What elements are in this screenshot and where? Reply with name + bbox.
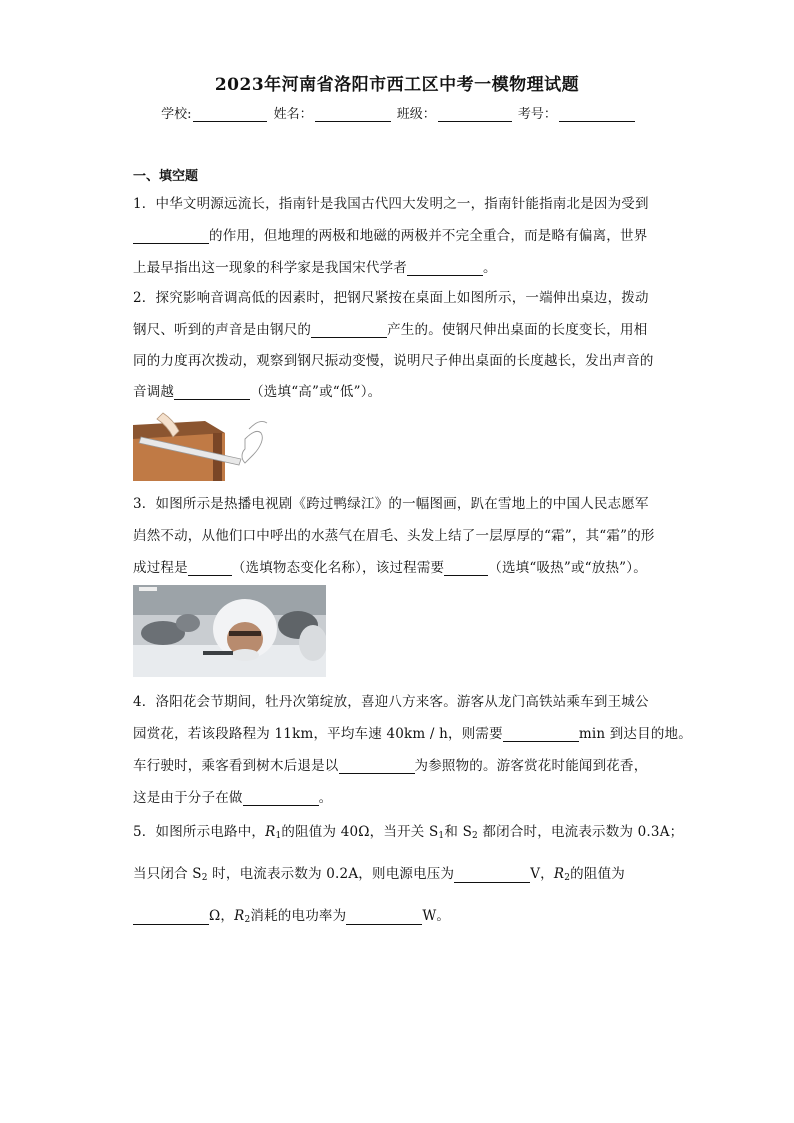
q5-text-2b: 时，电流表示数为 0.2A，则电源电压为: [207, 866, 455, 882]
ruler-on-table-figure: [133, 409, 275, 481]
q3-text-3c: （选填“吸热”或“放热”）。: [488, 560, 647, 576]
q5-s1-symbol: S: [428, 824, 439, 840]
q1-text-2: 的作用，但地理的两极和地磁的两极并不完全重合，而是略有偏离，世界: [209, 228, 648, 244]
q3-blank-2[interactable]: [444, 561, 488, 576]
q2-line-2: [133, 318, 647, 338]
q2-text-4b: （选填“高”或“低”）。: [250, 384, 382, 400]
q5-s2-symbol: S: [462, 824, 473, 840]
q3-line-1: 3．如图所示是热播电视剧《跨过鸭绿江》的一幅图画，趴在雪地上的中国人民志愿军: [133, 496, 649, 512]
q2-text-4a: 音调越: [133, 384, 175, 400]
q2-blank-2[interactable]: [174, 385, 250, 400]
q5-blank-3[interactable]: [346, 910, 422, 925]
q4-line-4: [133, 786, 332, 806]
ruler-on-table-image: [133, 409, 275, 481]
q3-line-2: 岿然不动，从他们口中呼出的水蒸气在眉毛、头发上结了一层厚厚的“霜”，其“霜”的形: [133, 528, 655, 544]
student-info-row: [0, 103, 794, 122]
q3-text-3a: 成过程是: [133, 560, 188, 576]
q1-line-2: [133, 224, 647, 244]
volunteer-army-snow-image: [133, 585, 326, 677]
page-title: 2023年河南省洛阳市西工区中考一模物理试题: [214, 75, 580, 95]
q3-blank-1[interactable]: [188, 561, 232, 576]
q5-text-3c: W。: [422, 908, 451, 924]
q4-line-3: [133, 754, 647, 774]
q5-text-3a: Ω，: [209, 908, 235, 924]
q5-r2b-subscript: 2: [244, 915, 251, 925]
q5-text-1b: 的阻值为 40Ω，当开关: [281, 824, 429, 840]
q5-text-2c: V，: [530, 866, 554, 882]
q4-text-4b: 。: [318, 790, 333, 806]
exam-number-label: 考号：: [517, 107, 557, 122]
q5-line-1: [133, 820, 683, 841]
q4-line-2: [133, 722, 692, 742]
q4-text-3a: 车行驶时，乘客看到树木后退是以: [133, 758, 339, 774]
q1-blank-2[interactable]: [407, 261, 483, 276]
school-label: 学校:: [161, 107, 192, 122]
q4-text-3b: 为参照物的。游客赏花时能闻到花香，: [414, 758, 648, 774]
section-heading: 一、填空题: [133, 169, 199, 184]
q1-line-3: [133, 256, 497, 276]
q4-line-1: 4．洛阳花会节期间，牡丹次第绽放，喜迎八方来客。游客从龙门高铁站乘车到王城公: [133, 694, 649, 710]
q2-text-2a: 钢尺、听到的声音是由钢尺的: [133, 322, 312, 338]
q5-s1-subscript: 1: [438, 831, 445, 841]
q2-line-3: 同的力度再次拨动，观察到钢尺振动变慢，说明尺子伸出桌面的长度越长，发出声音的: [133, 353, 654, 369]
class-label: 班级：: [396, 107, 436, 122]
q5-text-1a: 5．如图所示电路中，: [133, 824, 266, 840]
q4-text-4a: 这是由于分子在做: [133, 790, 243, 806]
q5-r2b-symbol: R: [234, 908, 245, 924]
q5-line-3: [133, 904, 450, 925]
q5-s2b-symbol: S: [192, 866, 202, 882]
q2-text-2b: 产生的。使钢尺伸出桌面的长度变长，用相: [387, 322, 648, 338]
q5-s2-subscript: 2: [472, 831, 478, 841]
q4-text-2b: min 到达目的地。: [578, 726, 692, 742]
q5-text-2a: 当只闭合: [133, 866, 193, 882]
q3-line-3: [133, 556, 647, 576]
name-blank[interactable]: [315, 107, 391, 122]
q4-blank-2[interactable]: [339, 759, 415, 774]
q5-r1-subscript: 1: [275, 831, 282, 841]
q2-line-4: [133, 380, 381, 400]
q5-r1-symbol: R: [265, 824, 276, 840]
q5-r2-symbol: R: [553, 866, 565, 882]
q4-blank-1[interactable]: [503, 727, 579, 742]
q5-text-1d: 都闭合时，电流表示数为 0.3A；: [477, 824, 684, 840]
q2-blank-1[interactable]: [311, 323, 387, 338]
q4-text-2a: 园赏花，若该段路程为 11km，平均车速 40km / h，则需要: [133, 726, 503, 742]
q1-blank-1[interactable]: [133, 229, 209, 244]
volunteer-army-snow-figure: [133, 585, 326, 677]
q5-s2b-subscript: 2: [201, 873, 208, 883]
q5-r2-subscript: 2: [564, 873, 571, 883]
q5-blank-2[interactable]: [133, 910, 209, 925]
q1-line-1: 1．中华文明源远流长，指南针是我国古代四大发明之一，指南针能指南北是因为受到: [133, 196, 649, 212]
school-blank[interactable]: [193, 107, 267, 122]
class-blank[interactable]: [438, 107, 512, 122]
q2-line-1: 2．探究影响音调高低的因素时，把钢尺紧按在桌面上如图所示，一端伸出桌边，拨动: [133, 290, 649, 306]
q5-line-2: [133, 862, 625, 883]
q5-blank-1[interactable]: [454, 868, 530, 883]
q1-text-3b: 。: [483, 260, 497, 276]
q5-text-2d: 的阻值为: [570, 866, 625, 882]
q3-text-3b: （选填物态变化名称），该过程需要: [231, 560, 445, 576]
q4-blank-3[interactable]: [243, 791, 319, 806]
q5-text-3b: 消耗的电功率为: [250, 908, 347, 924]
q5-text-1c: 和: [444, 824, 463, 840]
exam-number-blank[interactable]: [559, 107, 635, 122]
q1-text-3a: 上最早指出这一现象的科学家是我国宋代学者: [133, 260, 407, 276]
name-label: 姓名：: [273, 107, 313, 122]
